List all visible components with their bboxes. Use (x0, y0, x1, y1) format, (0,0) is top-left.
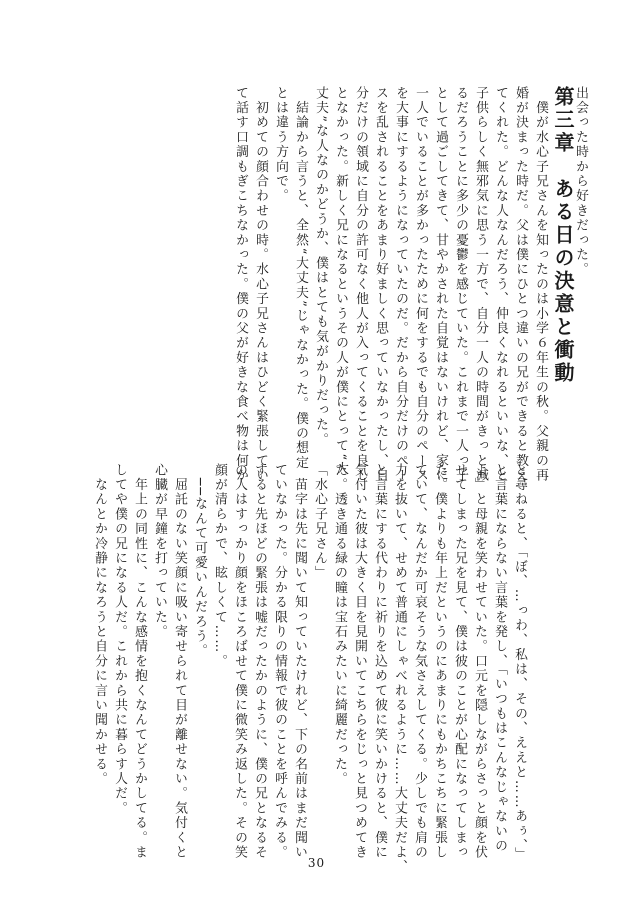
text-line: スを乱されることをあまり好ましく思っていなかったし、自 (373, 86, 388, 483)
text-line: 一人でいることが多かったために何をするでも自分のペース (413, 86, 428, 483)
text-line: 結論から言うと、全然“大丈夫”じゃなかった。僕の想定 (293, 86, 308, 471)
text-line: 初めての顔合わせの時。水心子兄さんはひどく緊張してい (253, 86, 268, 483)
text-line: すると先ほどの緊張は嘘だったかのように、僕の兄となるそ (252, 463, 267, 860)
text-line: 丈夫”な人なのかどうか、僕はとても気がかりだった。 (313, 86, 328, 448)
chapter-title: 第三章 ある日の決意と衝動 (551, 86, 575, 385)
text-line: 年上の同性に、こんな感情を抱くなんてどうかしてる。ま (132, 463, 147, 860)
text-line (590, 86, 610, 483)
text-line: 気付いた彼は大きく目を見開いてこちらをじっと見つめてき (352, 463, 367, 860)
text-line: 分だけの領域に自分の許可なく他人が入ってくることを良し (353, 86, 368, 483)
upper-text-block (230, 86, 610, 483)
text-line: を大事にするようになっていたのだ。だから自分だけのペー (393, 86, 408, 483)
text-line: 苗字は先に聞いて知っていたけれど、下の名前はまだ聞い (292, 463, 307, 860)
text-line: 婚が決まった時だ。父は僕にひとつ違いの兄ができると教え (513, 86, 528, 483)
text-line: た。透き通る緑の瞳は宝石みたいに綺麗だった。 (332, 463, 347, 787)
text-line: 子供らしく無邪気に思う一方で、自分一人の時間がきっと減 (473, 86, 488, 483)
text-line: ──なんて可愛いんだろう。 (192, 463, 207, 659)
text-line: と言葉にならない言葉を発し、「いつもはこんなじゃないの (492, 463, 507, 854)
text-line: の人はすっかり顔をほころばせて僕に微笑み返した。その笑 (232, 463, 247, 860)
text-line: と尋ねると、「ぼ、…っわ、私は、その、ええと……あぅ、」 (512, 463, 527, 862)
page-number: 30 (307, 856, 326, 870)
text-line: として過ごしてきて、甘やかされた自覚はないけれど、家に (433, 86, 448, 483)
text-line: 力を抜いて、せめて普通にしゃべれるように……大丈夫だよ、 (392, 463, 407, 875)
text-line: てくれた。どんな人なんだろう、仲良くなれるといいな、と (493, 86, 508, 483)
text-line: ていて、なんだか可哀そうな気さえしてくる。少しでも肩の (412, 463, 427, 860)
text-line: よ」と母親を笑わせていた。口元を隠しながらさっと顔を伏 (472, 463, 487, 860)
text-line: 顔が清らかで、眩しくて……。 (212, 463, 227, 669)
text-line: ていなかった。分かる限りの情報で彼のことを呼んでみる。 (272, 463, 287, 860)
text-line: 出会った時から好きだった。 (573, 86, 588, 278)
text-line: なんとか冷静になろうと自分に言い聞かせる。 (92, 463, 107, 787)
text-line: となかった。新しく兄になるというその人が僕にとって“大 (333, 86, 348, 477)
text-line (550, 86, 570, 483)
text-line: 屈託のない笑顔に吸い寄せられて目が離せない。気付くと (172, 463, 187, 860)
text-line: とは違う方向で。 (273, 86, 288, 204)
text-line: て話す口調もぎこちなかった。僕の父が好きな食べ物は何か (233, 86, 248, 483)
text-line: 「水心子兄さん」 (312, 463, 327, 581)
text-line: と言葉にする代わりに祈りを込めて彼に笑いかけると、僕に (372, 463, 387, 860)
lower-text-block (89, 463, 529, 875)
text-line: 心臓が早鐘を打っていた。 (152, 463, 167, 640)
text-line: た。僕よりも年上だというのにあまりにもかちこちに緊張し (432, 463, 447, 860)
text-line: してや僕の兄になる人だ。これから共に暮らす人だ。 (112, 463, 127, 816)
text-line: るだろうことに多少の憂鬱を感じていた。これまで一人っ子 (453, 86, 468, 483)
text-line: せてしまった兄を見て、僕は彼のことが心配になってしまっ (452, 463, 467, 860)
text-line: 僕が水心子兄さんを知ったのは小学６年生の秋。父親の再 (533, 86, 548, 483)
